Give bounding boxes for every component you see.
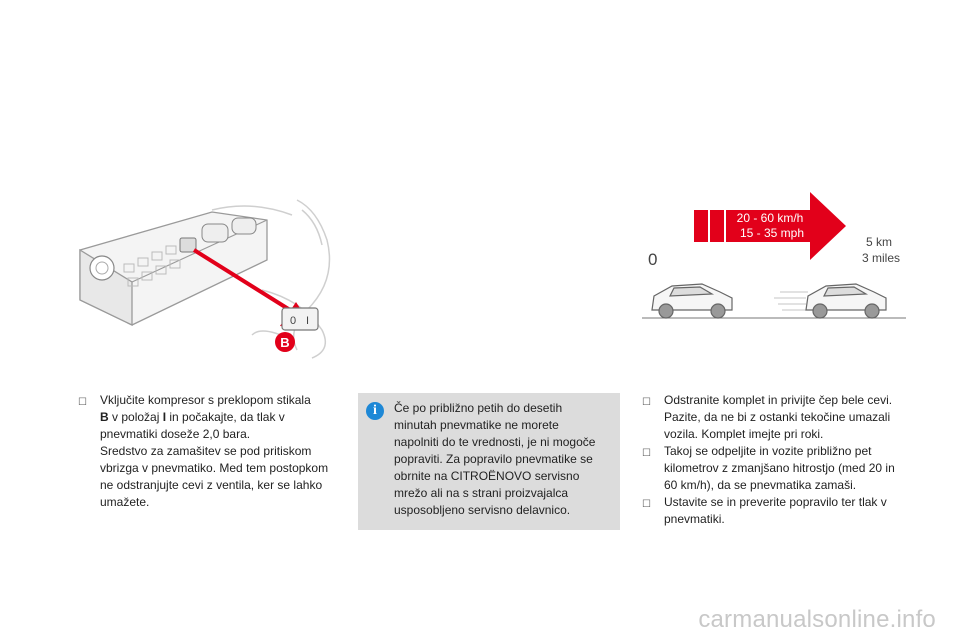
text-line: vozila. Komplet imejte pri roki.: [664, 427, 824, 441]
text-fragment: v položaj: [108, 410, 163, 424]
car-start-icon: [652, 284, 732, 318]
info-note-box: [358, 393, 620, 530]
speed-mph-label: 15 - 35 mph: [739, 226, 805, 240]
switch-i-ref: I: [162, 410, 167, 424]
text-line: usposobljeno servisno delavnico.: [394, 503, 571, 517]
text-line: Pazite, da ne bi z ostanki tekočine umazali: [664, 410, 891, 424]
text-line: Ustavite se in preverite popravilo ter tlak v: [664, 495, 887, 509]
text-line: Sredstvo za zamašitev se pod pritiskom: [100, 444, 312, 458]
speed-kmh-label: 20 - 60 km/h: [736, 211, 804, 225]
switch-pos-0-label: 0: [290, 315, 297, 327]
text-line: Če po približno petih do desetih: [394, 401, 563, 415]
left-instructions: [78, 392, 340, 511]
text-line: kilometrov z zmanjšano hitrostjo (med 20 in: [664, 461, 895, 475]
info-note-text: [394, 400, 612, 519]
distance-miles-label: 3 miles: [862, 251, 901, 265]
text-line: 60 km/h), da se pnevmatika zamaši.: [664, 478, 857, 492]
text-line: mrežo ali na s strani proizvajalca: [394, 486, 569, 500]
list-item: [642, 443, 942, 494]
driving-illustration: [640, 188, 920, 328]
switch-b-badge: B: [280, 335, 290, 350]
compressor-illustration: [62, 190, 342, 360]
text-line: pnevmatiki.: [664, 512, 725, 526]
watermark: carmanualsonline.info: [698, 606, 936, 633]
checkbox-bullet-icon: ☐: [78, 397, 87, 408]
text-fragment: in počakajte, da tlak v: [166, 410, 285, 424]
list-item: [78, 392, 340, 511]
text-line: obrnite na CITROËNOVO servisno: [394, 469, 580, 483]
list-item: [642, 494, 942, 528]
list-item: [642, 392, 942, 443]
text-line: Takoj se odpeljite in vozite približno pet: [664, 444, 872, 458]
checkbox-bullet-icon: ☐: [642, 499, 651, 510]
distance-km-label: 5 km: [866, 235, 893, 249]
text-line: umažete.: [100, 495, 150, 509]
text-line: Odstranite komplet in privijte čep bele cevi.: [664, 393, 893, 407]
switch-b-ref: B: [100, 410, 109, 424]
text-line: vbrizga v pnevmatiko. Med tem postopkom: [100, 461, 329, 475]
checkbox-bullet-icon: ☐: [642, 448, 651, 459]
text-line: napolniti do te vrednosti, je ni mogoče: [394, 435, 596, 449]
text-line: Vključite kompresor s preklopom stikala: [100, 393, 311, 407]
info-icon: i: [366, 402, 384, 420]
car-moving-icon: [806, 284, 886, 318]
text-line: ne odstranjujte cevi z ventila, ker se lahko: [100, 478, 323, 492]
right-instructions: [642, 392, 942, 528]
text-line: minutah pnevmatike ne morete: [394, 418, 559, 432]
text-line: [100, 409, 328, 426]
text-line: popraviti. Za popravilo pnevmatike se: [394, 452, 593, 466]
checkbox-bullet-icon: ☐: [642, 397, 651, 408]
text-line: pnevmatiki doseže 2,0 bara.: [100, 427, 251, 441]
start-zero-label: 0: [648, 250, 658, 269]
switch-pos-1-label: I: [306, 315, 310, 327]
